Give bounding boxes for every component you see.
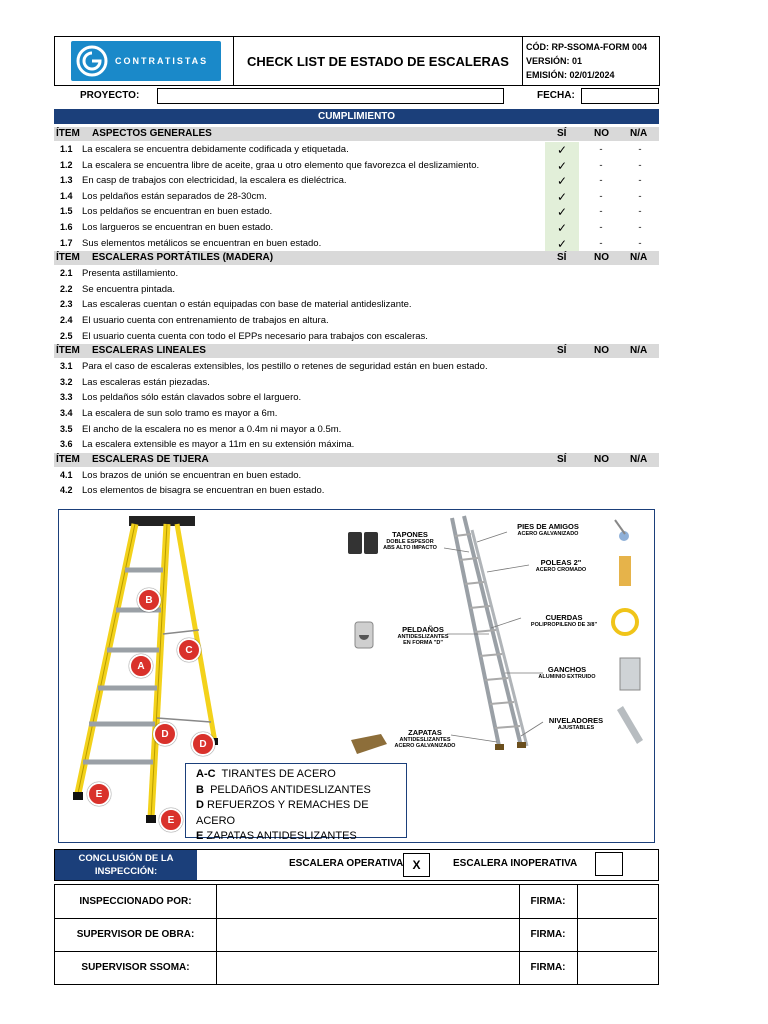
checklist-row (54, 266, 659, 282)
document-emission: EMISIÓN: 02/01/2024 (526, 70, 615, 80)
ladder-marker: B (137, 588, 161, 612)
legend-text: PELDAñOS ANTIDESLIZANTES (210, 783, 371, 796)
item-number: 1.3 (60, 175, 73, 186)
checklist-row (54, 375, 659, 391)
item-description: La escalera extensible es mayor a 11m en su extensión máxima. (82, 439, 355, 451)
checklist-row (54, 329, 659, 345)
item-number: 2.4 (60, 315, 73, 325)
item-number: 1.4 (60, 190, 73, 201)
yes-cell[interactable]: ✓ (545, 189, 579, 205)
yes-cell[interactable] (545, 266, 579, 282)
ladder-legend (185, 763, 407, 842)
no-column-header: NO (594, 252, 609, 264)
page-title: CHECK LIST DE ESTADO DE ESCALERAS (233, 36, 523, 86)
item-description: Los peldaños sólo están clavados sobre el larguero. (82, 392, 302, 404)
item-number: 3.4 (60, 408, 73, 418)
signature-sign-label: FIRMA: (519, 918, 578, 951)
callout-sub: ALUMINIO EXTRUIDO (538, 674, 596, 680)
item-number: 1.6 (60, 222, 73, 232)
section-title: ASPECTOS GENERALES (92, 128, 212, 139)
item-description: Presenta astillamiento. (82, 268, 179, 280)
callout-title: TAPONES (392, 530, 428, 539)
item-description: El usuario cuenta con entrenamiento de trabajos en altura. (82, 315, 329, 326)
checklist-row (54, 468, 659, 484)
item-description: La escalera de sun solo tramo es mayor a 6m. (82, 408, 278, 419)
legend-key: E (196, 830, 204, 842)
callout-title: POLEAS 2" (540, 558, 582, 567)
signature-sign-label: FIRMA: (519, 885, 578, 918)
date-label: FECHA: (537, 90, 575, 101)
item-description: Para el caso de escaleras extensibles, los pestillo o retenes de seguridad están en buen estado. (82, 361, 488, 373)
na-cell[interactable]: - (638, 159, 642, 171)
signature-sign-label: FIRMA: (519, 951, 578, 984)
item-description: Los brazos de unión se encuentran en buen estado. (82, 469, 302, 481)
checklist-row (54, 297, 659, 313)
legend-key: A-C (196, 768, 216, 780)
section-title: ESCALERAS PORTÁTILES (MADERA) (92, 252, 274, 264)
checklist-row (54, 422, 659, 438)
yes-cell[interactable] (545, 437, 579, 453)
ladder-marker: D (153, 722, 177, 746)
item-number: 4.2 (60, 485, 73, 496)
item-description: Las escaleras están piezadas. (82, 376, 210, 388)
checklist-row (54, 282, 659, 298)
na-column-header: N/A (630, 453, 648, 465)
no-cell[interactable]: - (599, 190, 603, 202)
checklist-row (54, 142, 659, 158)
na-column-header: N/A (630, 252, 648, 264)
no-cell[interactable]: - (599, 222, 603, 233)
ladder-marker: C (177, 638, 201, 662)
item-number: 3.3 (60, 392, 73, 403)
legend-text: TIRANTES DE ACERO (221, 768, 336, 780)
callout-title: NIVELADORES (548, 716, 604, 725)
legend-item (196, 829, 396, 845)
callout-sub: POLIPROPILENO DE 3/8" (530, 622, 598, 628)
signature-role: SUPERVISOR SSOMA: (55, 951, 217, 984)
yes-cell[interactable] (545, 313, 579, 329)
yes-cell[interactable] (545, 297, 579, 313)
yes-cell[interactable] (545, 468, 579, 484)
yes-cell[interactable]: ✓ (545, 173, 579, 189)
item-number: 2.5 (60, 330, 73, 341)
operative-checkbox[interactable]: X (403, 853, 430, 877)
logo-box (54, 36, 234, 86)
callout-pies (503, 522, 593, 537)
yes-cell[interactable] (545, 329, 579, 345)
callout-sub: ANTIDESLIZANTES (399, 737, 451, 743)
checklist-row (54, 189, 659, 205)
logo-g-icon (75, 44, 109, 78)
signature-sign-field[interactable] (577, 951, 657, 984)
na-cell[interactable]: - (638, 144, 642, 155)
item-description: La escalera se encuentra debidamente codificada y etiquetada. (82, 144, 349, 155)
item-number: 1.7 (60, 237, 73, 248)
yes-cell[interactable]: ✓ (545, 204, 579, 220)
no-cell[interactable]: - (599, 144, 603, 155)
section-header (54, 127, 659, 141)
legend-text: REFUERZOS Y REMACHES DE ACERO (196, 799, 369, 827)
callout-niveladores (539, 716, 613, 731)
checklist-row (54, 158, 659, 174)
compliance-header: CUMPLIMIENTO (54, 109, 659, 124)
item-description: El ancho de la escalera no es menor a 0.4m ni mayor a 0.5m. (82, 423, 342, 435)
callout-sub: ACERO CROMADO (535, 567, 587, 573)
no-cell[interactable]: - (599, 237, 603, 249)
item-number: 2.2 (60, 283, 73, 294)
callout-sub: ACERO GALVANIZADO (394, 743, 456, 749)
item-number: 3.6 (60, 439, 73, 450)
signatures-table (54, 884, 659, 985)
yes-cell[interactable] (545, 359, 579, 375)
project-field[interactable] (157, 88, 504, 104)
ladder-marker: A (129, 654, 153, 678)
yes-cell[interactable] (545, 375, 579, 391)
section-title: ESCALERAS LINEALES (92, 345, 206, 357)
item-description: Los largueros se encuentran en buen estado. (82, 222, 274, 233)
item-description: En casp de trabajos con electricidad, la escalera es dieléctrica. (82, 175, 347, 187)
section-header (54, 453, 659, 467)
callout-peldanos (389, 625, 457, 646)
legend-key: D (196, 799, 204, 811)
yes-column-header: SÍ (557, 453, 567, 465)
na-column-header: N/A (630, 345, 648, 357)
operative-label: ESCALERA OPERATIVA (289, 858, 404, 869)
item-number: 2.3 (60, 299, 73, 310)
na-cell[interactable]: - (638, 206, 642, 218)
date-field[interactable] (581, 88, 659, 104)
item-description: Las escaleras cuentan o están equipadas con base de material antideslizante. (82, 299, 412, 311)
signature-name-field[interactable] (216, 918, 520, 951)
ladder-marker: E (159, 808, 183, 832)
item-description: Los peldaños están separados de 28-30cm. (82, 190, 267, 202)
item-description: El usuario cuenta cuenta con todo el EPPs necesario para trabajos con escaleras. (82, 330, 428, 342)
legend-key: B (196, 783, 204, 796)
signature-sign-field[interactable] (577, 885, 657, 918)
checklist-row (54, 437, 659, 453)
legend-item (196, 783, 396, 799)
item-column-header: ÍTEM (56, 345, 80, 357)
signature-role: INSPECCIONADO POR: (55, 885, 217, 918)
item-description: Los elementos de bisagra se encuentran en buen estado. (82, 485, 325, 497)
no-cell[interactable]: - (599, 159, 603, 171)
yes-column-header: SÍ (557, 252, 567, 264)
conclusion-label (55, 850, 197, 880)
item-number: 3.5 (60, 423, 73, 434)
checklist-row (54, 406, 659, 422)
callout-poleas (525, 558, 597, 573)
no-column-header: NO (594, 345, 609, 357)
callout-ganchos (527, 665, 607, 680)
item-number: 3.1 (60, 361, 73, 372)
signature-name-field[interactable] (216, 951, 520, 984)
checklist-row (54, 236, 659, 252)
checklist-row (54, 220, 659, 236)
item-number: 1.5 (60, 206, 73, 217)
legend-item (196, 767, 396, 783)
section-title: ESCALERAS DE TIJERA (92, 453, 209, 465)
item-description: Se encuentra pintada. (82, 283, 175, 295)
checklist-row (54, 173, 659, 189)
yes-cell[interactable] (545, 483, 579, 499)
na-cell[interactable]: - (638, 190, 642, 202)
na-cell[interactable]: - (638, 222, 642, 233)
document-code: CÓD: RP-SSOMA-FORM 004 (526, 42, 648, 52)
section-header (54, 251, 659, 265)
yes-cell[interactable] (545, 282, 579, 298)
item-column-header: ÍTEM (56, 252, 80, 264)
item-column-header: ÍTEM (56, 453, 80, 465)
callout-tapones (369, 530, 451, 551)
signature-sign-field[interactable] (577, 918, 657, 951)
document-version: VERSIÓN: 01 (526, 56, 583, 66)
item-description: La escalera se encuentra libre de aceite, graa u otro elemento que favorezca el deslizamiento. (82, 159, 480, 171)
callout-title: GANCHOS (547, 665, 587, 674)
ladder-marker: E (87, 782, 111, 806)
no-column-header: NO (594, 453, 609, 465)
no-column-header: NO (594, 128, 609, 139)
yes-column-header: SÍ (557, 345, 567, 357)
yes-cell[interactable]: ✓ (545, 158, 579, 174)
project-label: PROYECTO: (80, 90, 140, 101)
section-header (54, 344, 659, 358)
yes-cell[interactable] (545, 422, 579, 438)
no-cell[interactable]: - (599, 206, 603, 218)
conclusion-label-line2: INSPECCIÓN: (94, 866, 158, 877)
signature-name-field[interactable] (216, 885, 520, 918)
checklist-row (54, 204, 659, 220)
legend-item (196, 798, 396, 829)
callout-title: CUERDAS (545, 613, 583, 622)
signature-row (55, 918, 657, 952)
item-number: 1.1 (60, 144, 73, 154)
callout-title: PIES DE AMIGOS (517, 522, 579, 531)
signature-row (55, 951, 657, 984)
conclusion-label-line1: CONCLUSIÓN DE LA (78, 853, 174, 864)
item-column-header: ÍTEM (56, 128, 80, 139)
company-logo (71, 41, 221, 81)
item-number: 2.1 (60, 268, 73, 279)
item-number: 1.2 (60, 159, 73, 170)
ladder-marker: D (191, 732, 215, 756)
callout-sub: EN FORMA "D" (403, 640, 443, 646)
inoperative-label: ESCALERA INOPERATIVA (453, 858, 578, 869)
yes-column-header: SÍ (557, 128, 567, 139)
legend-text: ZAPATAS ANTIDESLIZANTES (206, 830, 357, 842)
na-cell[interactable]: - (638, 175, 642, 187)
yes-cell[interactable] (545, 406, 579, 422)
callout-sub: ACERO GALVANIZADO (517, 531, 579, 537)
callout-sub: AJUSTABLES (557, 725, 595, 731)
callout-title: PELDAÑOS (402, 625, 444, 634)
yes-cell[interactable]: ✓ (545, 220, 579, 236)
logo-text: CONTRATISTAS (115, 56, 209, 66)
callout-zapatas (385, 728, 465, 749)
signature-row (55, 885, 657, 919)
item-number: 3.2 (60, 376, 73, 387)
item-description: Sus elementos metálicos se encuentran en buen estado. (82, 237, 322, 249)
callout-title: ZAPATAS (408, 728, 442, 737)
inoperative-checkbox[interactable] (595, 852, 623, 876)
na-column-header: N/A (630, 128, 648, 139)
checklist-row (54, 313, 659, 329)
signature-role: SUPERVISOR DE OBRA: (55, 918, 217, 951)
yes-cell[interactable]: ✓ (545, 142, 579, 158)
document-code-block (522, 36, 660, 86)
callout-cuerdas (521, 613, 607, 628)
item-number: 4.1 (60, 469, 73, 480)
na-cell[interactable]: - (638, 237, 642, 249)
checklist-row (54, 483, 659, 499)
yes-cell[interactable]: ✓ (545, 236, 579, 252)
checklist-row (54, 359, 659, 375)
yes-cell[interactable] (545, 390, 579, 406)
no-cell[interactable]: - (599, 175, 603, 187)
callout-sub: ABS ALTO IMPACTO (383, 545, 437, 551)
callout-sub: ANTIDESLIZANTES (397, 634, 449, 640)
item-description: Los peldaños se encuentran en buen estado. (82, 206, 273, 218)
checklist-row (54, 390, 659, 406)
callout-sub: DOBLE ESPESOR (386, 539, 434, 545)
